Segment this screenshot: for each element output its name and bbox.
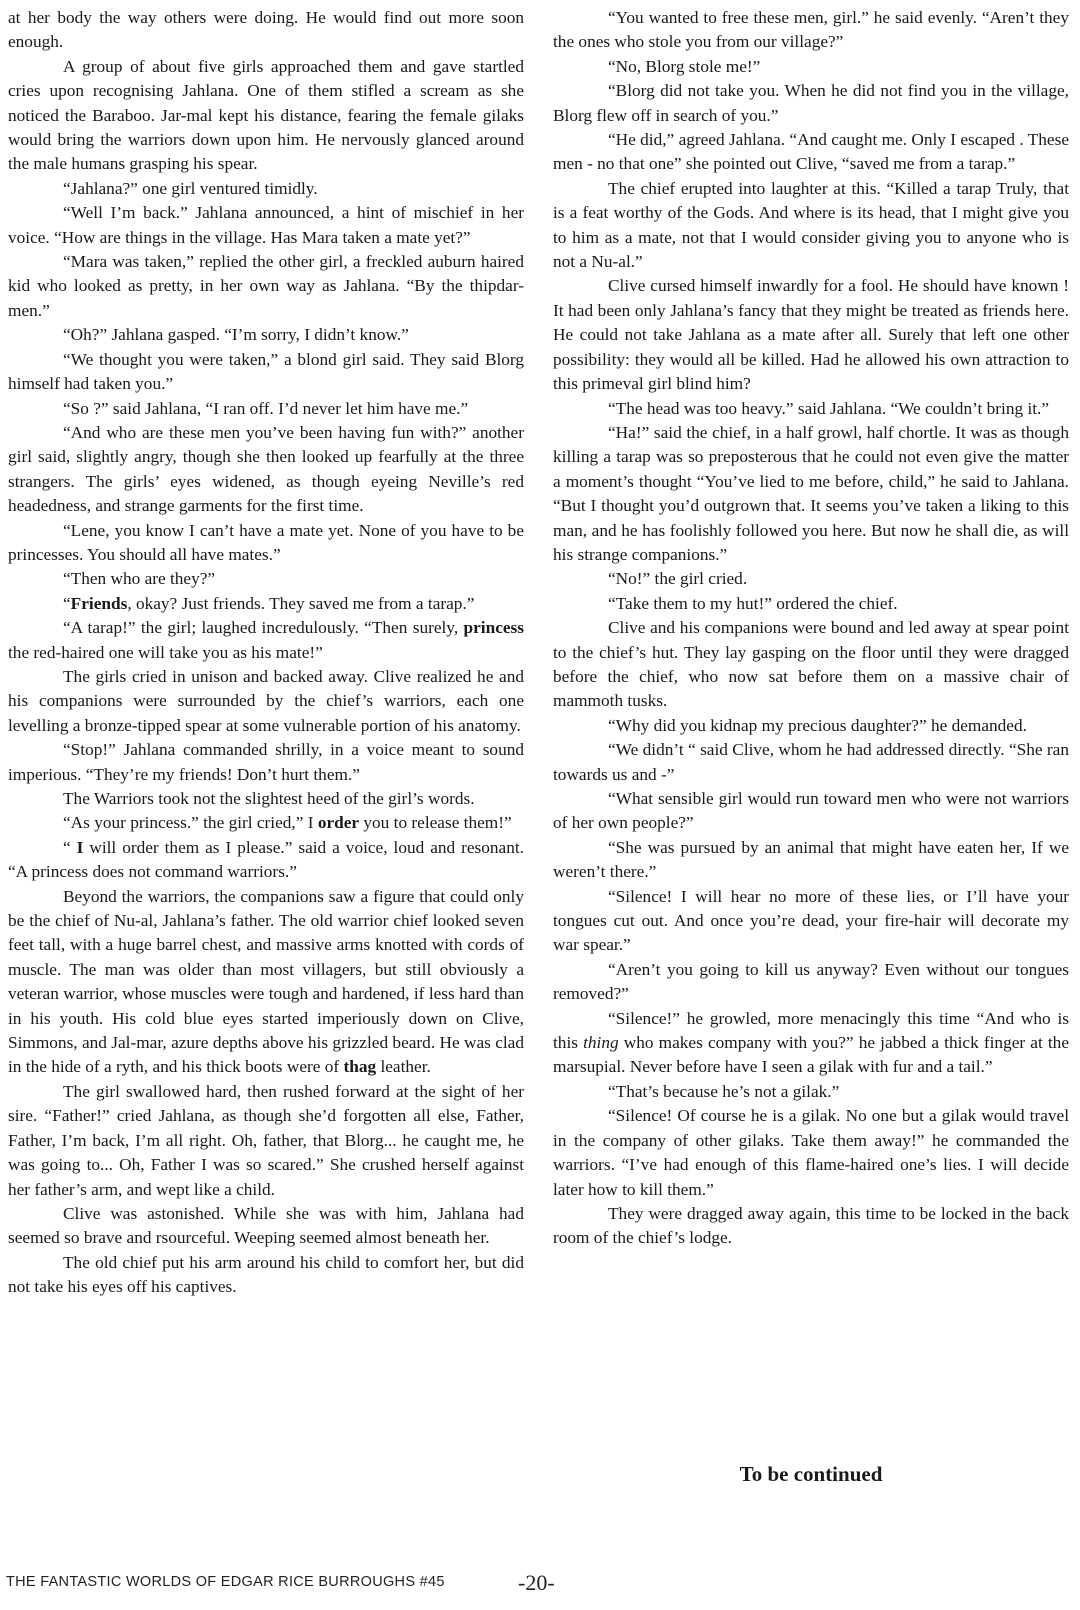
text-run: Beyond the warriors, the companions saw a figure that could only be the chief of Nu-al, Jahlana’s father. The old warrior chief looked seven feet tall, with a huge barrel chest, and massive arms knotted with cords of muscle. The man was older than most villagers, but still obviously a veteran warrior, whose muscles were tough and hardened, if less hard than in his youth. His cold blue eyes started imperiously down on Clive, Simmons, and Jal-mar, azure depths above his grizzled beard. He was clad in the hide of a ryth, and his thick boots were of [8, 886, 524, 1077]
text-run: “You wanted to free these men, girl.” he said evenly. “Aren’t they the ones who stole you from our village?” [553, 8, 1069, 52]
paragraph [553, 55, 1069, 79]
paragraph [8, 323, 524, 347]
text-run: The girl swallowed hard, then rushed forward at the sight of her sire. “Father!” cried Jahlana, as though she’d forgotten all else, Father, Father, I’m back, I’m all right. Oh, father, that Blorg... he caught me, he was going to... Oh, Father I was so scared.” She crushed herself against her father’s arm, and wept like a child. [8, 1081, 524, 1199]
paragraph [553, 885, 1069, 958]
text-run: “He did,” agreed Jahlana. “And caught me. Only I escaped . These men - no that one” she pointed out Clive, “saved me from a tarap.” [553, 130, 1069, 174]
text-run: Clive and his companions were bound and led away at spear point to the chief’s hut. They lay gasping on the floor until they were dragged before the chief, who now sat before them on a massive chair of mammoth tusks. [553, 618, 1069, 711]
text-run: Clive cursed himself inwardly for a fool. He should have known ! It had been only Jahlana’s fancy that they might be treated as friends here. He could not take Jahlana as a mate after all. Surely that left one other possibility: they would all be killed. Had he allowed his own attraction to this primeval girl blind him? [553, 276, 1069, 394]
text-run: They were dragged away again, this time to be locked in the back room of the chief’s lodge. [553, 1203, 1069, 1248]
paragraph [8, 811, 524, 835]
paragraph [553, 274, 1069, 396]
left-text-column [8, 6, 524, 1300]
text-run: The chief erupted into laughter at this. “Killed a tarap Truly, that is a feat worthy of the Gods. And where is its head, that I might give you to him as a mate, not that I would consider giving you to anyone who is not a Nu-al.” [553, 178, 1069, 272]
paragraph [553, 6, 1069, 55]
text-run: “That’s because he’s not a gilak.” [608, 1081, 840, 1101]
text-run: “Lene, you know I can’t have a mate yet. None of you have to be princesses. You should all have mates.” [8, 520, 524, 564]
text-run: “The head was too heavy.” said Jahlana. “We couldn’t bring it.” [608, 398, 1050, 418]
paragraph [8, 397, 524, 421]
text-run: The old chief put his arm around his child to comfort her, but did not take his eyes off his captives. [8, 1252, 524, 1297]
paragraph [8, 177, 524, 201]
text-run: “Take them to my hut!” ordered the chief. [608, 593, 898, 613]
paragraph [553, 79, 1069, 128]
bold-text: thag [343, 1057, 377, 1077]
text-run: “Then who are they?” [63, 569, 216, 589]
paragraph [553, 958, 1069, 1007]
paragraph [553, 836, 1069, 885]
paragraph [8, 787, 524, 811]
paragraph [8, 6, 524, 55]
text-run: “Silence! Of course he is a gilak. No one but a gilak would travel in the company of other gilaks. Take them away!” he commanded the warriors. “I’ve had enough of this flame-haired one’s lies. I will decide later how to kill them.” [553, 1106, 1069, 1199]
paragraph [553, 787, 1069, 836]
text-run: “Why did you kidnap my precious daughter?” he demanded. [608, 715, 1027, 735]
paragraph [8, 250, 524, 323]
text-run: “What sensible girl would run toward men who were not warriors of her own people?” [553, 789, 1069, 833]
paragraph [553, 1202, 1069, 1251]
text-run: “ [63, 593, 71, 613]
italic-text: thing [583, 1033, 619, 1053]
paragraph [553, 592, 1069, 616]
paragraph [8, 836, 524, 885]
paragraph [8, 592, 524, 616]
right-text-column [553, 6, 1069, 1251]
bold-text: I [76, 837, 84, 857]
text-run: the red-haired one will take you as his mate!” [8, 642, 323, 662]
text-run: “Oh?” Jahlana gasped. “I’m sorry, I didn’t know.” [63, 325, 409, 345]
paragraph [8, 567, 524, 591]
paragraph [553, 128, 1069, 177]
text-run: “Blorg did not take you. When he did not find you in the village, Blorg flew off in search of you.” [553, 81, 1069, 125]
text-run: “Jahlana?” one girl ventured timidly. [63, 178, 318, 198]
paragraph [553, 738, 1069, 787]
text-run: “We didn’t “ said Clive, whom he had addressed directly. “She ran towards us and -” [553, 740, 1069, 784]
text-run: Clive was astonished. While she was with him, Jahlana had seemed so brave and rsourceful. Weeping seemed almost beneath her. [8, 1203, 524, 1248]
text-run: “Mara was taken,” replied the other girl, a freckled auburn haired kid who looked as pretty, in her own way as Jahlana. “By the thipdar-men.” [8, 252, 524, 320]
paragraph [553, 397, 1069, 421]
paragraph [8, 421, 524, 519]
footer-magazine-title: THE FANTASTIC WORLDS OF EDGAR RICE BURROUGHS #45 [6, 1574, 445, 1590]
text-run: “As your princess.” the girl cried,” I [63, 813, 318, 833]
paragraph [8, 55, 524, 177]
paragraph [553, 616, 1069, 714]
paragraph [8, 616, 524, 665]
text-run: will order them as I please.” said a voice, loud and resonant. “A princess does not command warriors.” [8, 837, 524, 882]
text-run: The girls cried in unison and backed away. Clive realized he and his companions were surrounded by the chief’s warriors, each one levelling a bronze-tipped spear at some vulnerable portion of his anatomy. [8, 666, 524, 735]
bold-text: order [317, 813, 360, 833]
text-run: who makes company with you?” he jabbed a thick finger at the marsupial. Never before have I seen a gilak with fur and a tail.” [553, 1033, 1069, 1077]
bold-text: Friends [70, 593, 128, 613]
text-run: “We thought you were taken,” a blond girl said. They said Blorg himself had taken you.” [8, 349, 524, 394]
paragraph [8, 1202, 524, 1251]
text-run: “Aren’t you going to kill us anyway? Even without our tongues removed?” [553, 959, 1069, 1004]
paragraph [8, 1251, 524, 1300]
text-run: “She was pursued by an animal that might have eaten her, If we weren’t there.” [553, 837, 1069, 882]
text-run: “No!” the girl cried. [608, 569, 748, 589]
paragraph [553, 1007, 1069, 1080]
page-number: -20- [518, 1570, 555, 1595]
text-run: “No, Blorg stole me!” [608, 56, 761, 76]
text-run: “And who are these men you’ve been having fun with?” another girl said, slightly angry, though she then looked up fearfully at the three strangers. The girls’ eyes widened, as though eyeing Neville’s red headedness, and strange garments for the first time. [8, 422, 524, 516]
bold-text: princess [463, 618, 524, 638]
paragraph [8, 348, 524, 397]
text-run: “Stop!” Jahlana commanded shrilly, in a voice meant to sound imperious. “They’re my friends! Don’t hurt them.” [8, 740, 524, 784]
paragraph [8, 738, 524, 787]
text-run: “A tarap!” the girl; laughed incredulously. “Then surely, [63, 618, 464, 638]
text-run: , okay? Just friends. They saved me from a tarap.” [127, 593, 475, 613]
text-run: at her body the way others were doing. He would find out more soon enough. [8, 8, 524, 52]
paragraph [553, 714, 1069, 738]
paragraph [8, 665, 524, 738]
text-run: A group of about five girls approached them and gave startled cries upon recognising Jahlana. One of them stifled a scream as she noticed the Baraboo. Jar-mal kept his distance, fearing the female gilaks would bring the warriors down upon him. He nervously glanced around the male humans grasping his spear. [8, 56, 524, 174]
text-run: The Warriors took not the slightest heed of the girl’s words. [63, 789, 475, 808]
paragraph [553, 177, 1069, 275]
paragraph [553, 421, 1069, 567]
paragraph [553, 1104, 1069, 1202]
paragraph [8, 519, 524, 568]
paragraph [8, 201, 524, 250]
to-be-continued-label: To be continued [739, 1462, 883, 1486]
text-run: “Silence! I will hear no more of these lies, or I’ll have your tongues cut out. And once you’re dead, your fire-hair will decorate my war spear.” [553, 886, 1069, 955]
paragraph [8, 1080, 524, 1202]
text-run: leather. [376, 1057, 431, 1077]
text-run: “Ha!” said the chief, in a half growl, half chortle. It was as though killing a tarap was so preposterous that he could not even give the matter a moment’s thought “You’ve lied to me before, child,” he said to Jahlana. “But I thought you’d outgrown that. It seems you’ve taken a liking to this man, and he has foolishly followed you here. But now he shall die, as will his strange companions.” [553, 422, 1069, 564]
paragraph [8, 885, 524, 1080]
text-run: “ [63, 837, 77, 857]
paragraph [553, 1080, 1069, 1104]
text-run: “So ?” said Jahlana, “I ran off. I’d never let him have me.” [63, 398, 469, 418]
text-run: “Silence!” he growled, more menacingly this time “And who is this [553, 1008, 1069, 1053]
text-run: “Well I’m back.” Jahlana announced, a hint of mischief in her voice. “How are things in the village. Has Mara taken a mate yet?” [8, 203, 524, 247]
text-run: you to release them!” [359, 813, 512, 833]
paragraph [553, 567, 1069, 591]
